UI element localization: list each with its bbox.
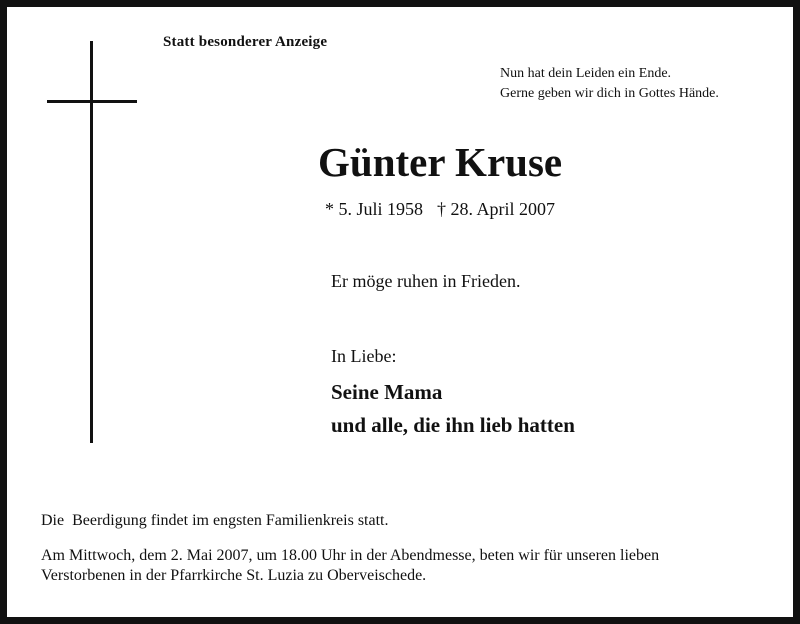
mass-line-2: Verstorbenen in der Pfarrkirche St. Luzia zu Oberveischede. bbox=[41, 567, 427, 584]
funeral-info: Die Beerdigung findet im engsten Familienkreis statt. bbox=[41, 512, 389, 529]
rest-in-peace-line: Er möge ruhen in Frieden. bbox=[331, 271, 521, 291]
deceased-name: Günter Kruse bbox=[318, 139, 563, 185]
headline: Statt besonderer Anzeige bbox=[163, 34, 328, 50]
quote-line-1: Nun hat dein Leiden ein Ende. bbox=[500, 66, 672, 81]
mass-line-1: Am Mittwoch, dem 2. Mai 2007, um 18.00 Uhr in der Abendmesse, beten wir für unseren lieben bbox=[41, 547, 660, 564]
cross-horizontal-bar bbox=[47, 100, 137, 103]
mourner-line-2: und alle, die ihn lieb hatten bbox=[331, 413, 575, 437]
memorial-mass-info bbox=[41, 546, 659, 586]
mourner-line-1: Seine Mama bbox=[331, 380, 443, 404]
birth-date: * 5. Juli 1958 bbox=[325, 199, 424, 219]
life-dates bbox=[325, 199, 555, 220]
quote-line-2: Gerne geben wir dich in Gottes Hände. bbox=[500, 86, 719, 101]
in-love-line: In Liebe: bbox=[331, 346, 397, 366]
death-date: † 28. April 2007 bbox=[437, 199, 556, 219]
quote bbox=[500, 64, 719, 104]
